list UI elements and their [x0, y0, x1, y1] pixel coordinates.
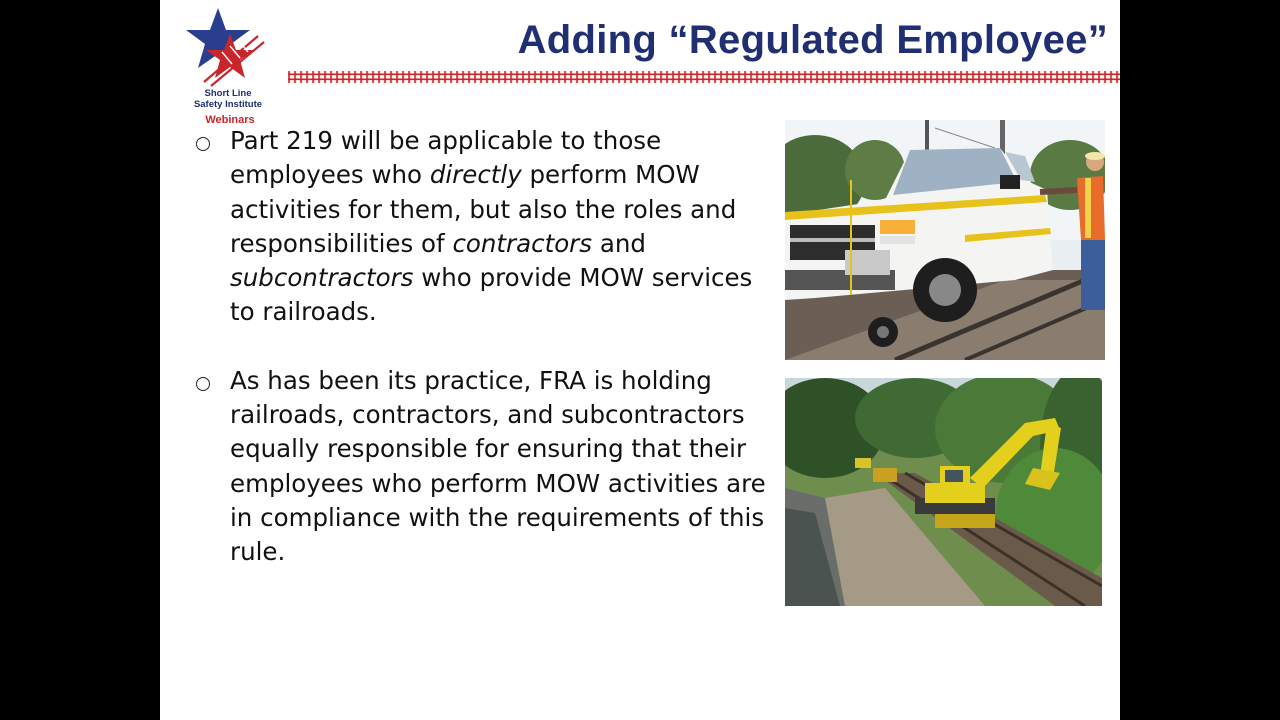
logo-line-1: Short Line [204, 88, 252, 99]
hi-rail-truck-photo [785, 120, 1105, 360]
bullet-text: As has been its practice, FRA is holding railroads, contractors, and subcontractors equally responsible for ensuring that their employees who perform MOW activities are in compliance with the requirements of this rule. [230, 365, 766, 567]
excavator-on-track-photo [785, 378, 1102, 606]
rail-track-divider [288, 70, 1120, 84]
logo-webinars-label: Webinars [205, 114, 255, 126]
star-logo-icon [178, 6, 268, 90]
short-line-safety-institute-logo [178, 6, 268, 126]
bullet-circle-icon [196, 137, 210, 151]
slide [160, 0, 1120, 720]
logo-line-2: Safety Institute [193, 99, 263, 110]
bullet-text: Part 219 will be applicable to those employees who directly perform MOW activities for them, but also the roles and responsibilities of contractors and subcontractors who provide MOW services to railroads. [230, 126, 753, 327]
bullet-item [194, 124, 774, 330]
bullet-item [194, 364, 774, 570]
slide-title: Adding “Regulated Employee” [517, 18, 1108, 62]
bullet-list [194, 124, 774, 570]
bullet-circle-icon [196, 377, 210, 391]
